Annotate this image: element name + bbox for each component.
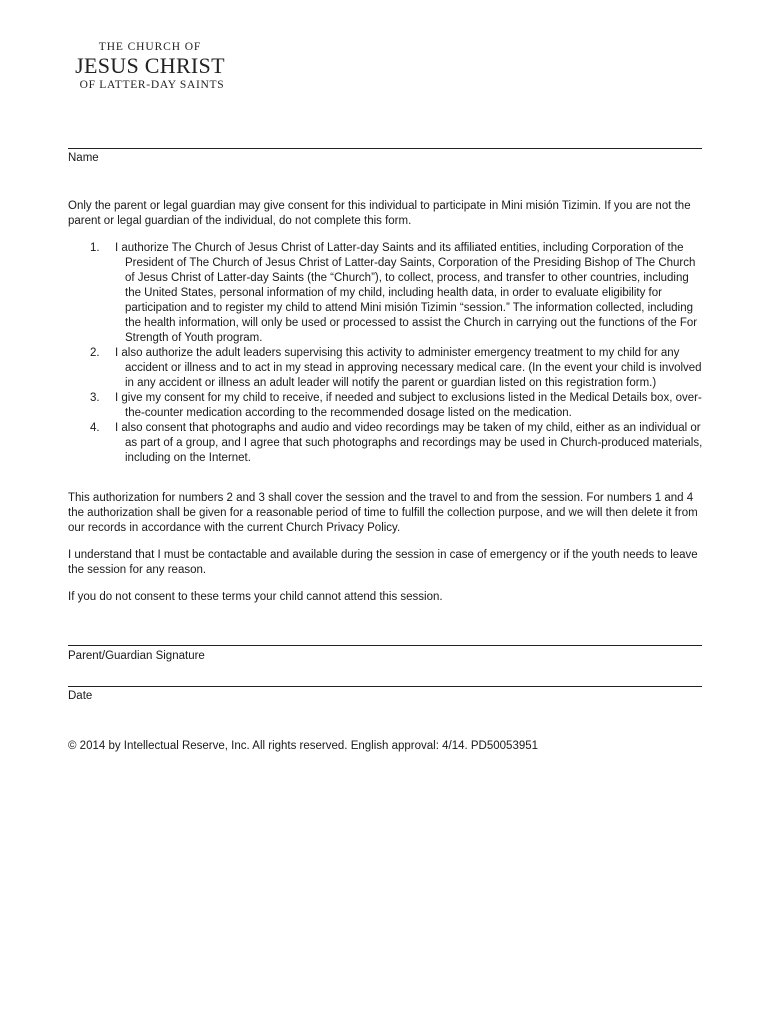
consent-item-text: I also authorize the adult leaders supervising this activity to administer emergency treatment to my child for any accident or illness and to act in my stead in approving necessary medical care. (In the event your child is involved in any accident or illness an adult leader will notify the parent or guardian listed on this registration form.) (115, 347, 702, 389)
date-label: Date (68, 690, 93, 702)
consent-item-4 (68, 421, 704, 466)
consent-item-text: I give my consent for my child to receive, if needed and subject to exclusions listed in the Medical Details box, over-the-counter medication according to the recommended dosage listed on the medication. (115, 392, 702, 419)
consent-item-number: 1. (90, 242, 100, 254)
authorization-paragraph: This authorization for numbers 2 and 3 shall cover the session and the travel to and from the session. For numbers 1 and 4 the authorization shall be given for a reasonable period of time to fulfill the collection purpose, and we will then delete it from our records in accordance with the current Church Privacy Policy. (68, 492, 698, 534)
consent-item-1 (68, 241, 704, 346)
name-label: Name (68, 152, 99, 164)
church-logo (68, 40, 232, 92)
consent-item-number: 3. (90, 392, 100, 404)
consent-item-number: 2. (90, 347, 100, 359)
consent-item-text: I authorize The Church of Jesus Christ of Latter-day Saints and its affiliated entities, including Corporation of the President of The Church of Jesus Christ of Latter-day Saints, Corporation of the Presiding Bishop of The Church of Jesus Christ of Latter-day Saints (the “Church”), to collect, process, and transfer to other countries, including the United States, personal information of my child, including health data, in order to evaluate eligibility for participation and to register my child to attend Mini misión Tizimin “session.” The information collected, including the health information, will only be used or processed to assist the Church in carrying out the functions of the For Strength of Youth program. (115, 242, 698, 344)
consent-list (68, 241, 704, 466)
signature-label: Parent/Guardian Signature (68, 650, 205, 662)
consent-item-text: I also consent that photographs and audio and video recordings may be taken of my child, either as an individual or as part of a group, and I agree that such photographs and recordings may be used in Church-produced materials, including on the Internet. (115, 422, 703, 464)
signature-field-line[interactable] (68, 645, 702, 646)
contact-paragraph: I understand that I must be contactable and available during the session in case of emergency or if the youth needs to leave the session for any reason. (68, 549, 698, 576)
consent-item-2 (68, 346, 704, 391)
logo-line-2: JESUS CHRIST (75, 53, 225, 78)
consent-paragraph: If you do not consent to these terms your child cannot attend this session. (68, 591, 443, 603)
consent-item-number: 4. (90, 422, 100, 434)
copyright-text: © 2014 by Intellectual Reserve, Inc. All rights reserved. English approval: 4/14. PD50053951 (68, 740, 539, 752)
logo-line-1: THE CHURCH OF (98, 41, 202, 53)
consent-item-3 (68, 391, 704, 421)
logo-line-3: OF LATTER-DAY SAINTS (79, 79, 225, 91)
intro-paragraph: Only the parent or legal guardian may give consent for this individual to participate in Mini misión Tizimin. If you are not the parent or legal guardian of the individual, do not complete this form. (68, 200, 691, 227)
name-field-line[interactable] (68, 148, 702, 149)
date-field-line[interactable] (68, 686, 702, 687)
